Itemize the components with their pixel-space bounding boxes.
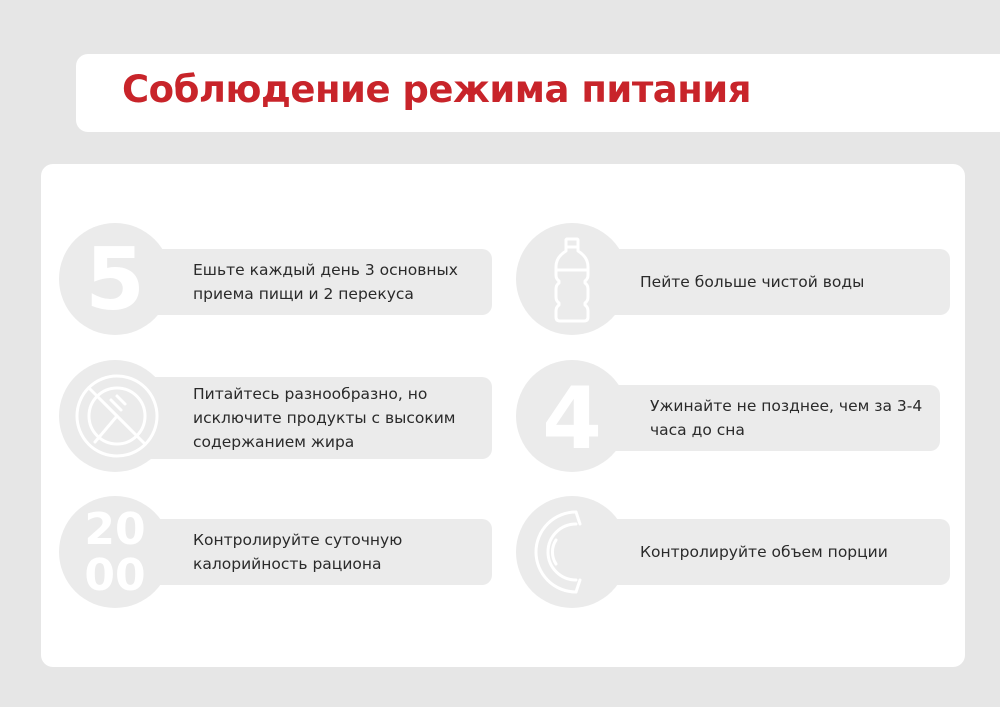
tip-text: Контролируйте объем порции (640, 543, 888, 561)
tip-pill (132, 377, 492, 459)
tip-text: Пейте больше чистой воды (640, 273, 865, 291)
portion-plate-icon (516, 496, 628, 608)
title-card (76, 54, 1000, 132)
tip-text: Контролируйте суточную калорийность рациона (193, 531, 403, 573)
icon-number: 4 (542, 369, 602, 469)
portion-svg (516, 496, 628, 608)
icon-number-top: 20 (84, 504, 146, 555)
tip-pill (132, 519, 492, 585)
tip-pill (132, 249, 492, 315)
number-4-icon (516, 360, 628, 472)
icon-number: 5 (85, 230, 145, 330)
tip-pill (589, 385, 940, 451)
tip-text: Питайтесь разнообразно, но исключите продукты с высоким содержанием жира (193, 385, 456, 451)
page-title: Соблюдение режима питания (122, 68, 751, 111)
no-fork-svg (59, 360, 171, 472)
tip-pill (589, 519, 950, 585)
content-card (41, 164, 965, 667)
tip-pill (589, 249, 950, 315)
water-bottle-icon (516, 223, 628, 335)
calories-2000-icon (59, 496, 171, 608)
no-fork-plate-icon (59, 360, 171, 472)
icon-number-bottom: 00 (84, 550, 146, 601)
tip-text: Ешьте каждый день 3 основных приема пищи и 2 перекуса (193, 261, 458, 303)
number-5-icon (59, 223, 171, 335)
bottle-svg (516, 223, 628, 335)
tip-text: Ужинайте не позднее, чем за 3-4 часа до сна (650, 397, 923, 439)
